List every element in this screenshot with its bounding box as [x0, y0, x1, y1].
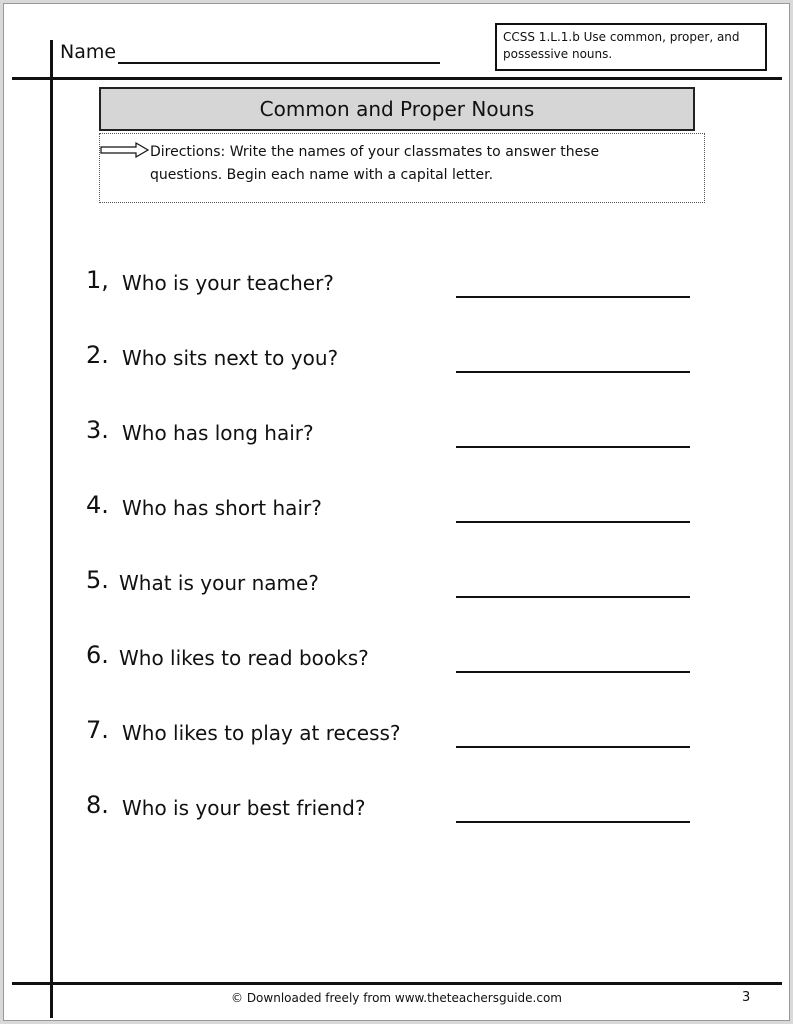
- question-5: [86, 566, 686, 606]
- answer-line[interactable]: [456, 371, 690, 373]
- question-text: Who has long hair?: [122, 421, 314, 445]
- page-number: 3: [742, 990, 751, 1005]
- question-4: [86, 491, 686, 531]
- standard-box: [495, 23, 767, 71]
- standard-line-2: possessive nouns.: [503, 47, 613, 61]
- worksheet-title: Common and Proper Nouns: [99, 87, 695, 131]
- question-number: 1,: [86, 266, 109, 294]
- directions-line-1: Directions: Write the names of your classmates to answer these: [150, 144, 600, 160]
- question-text: What is your name?: [119, 571, 319, 595]
- question-text: Who has short hair?: [122, 496, 322, 520]
- answer-line[interactable]: [456, 521, 690, 523]
- header-rule: [12, 77, 782, 80]
- question-text: Who is your teacher?: [122, 271, 334, 295]
- margin-line: [50, 40, 53, 1018]
- name-label: Name: [60, 41, 117, 63]
- answer-line[interactable]: [456, 746, 690, 748]
- question-3: [86, 416, 686, 456]
- question-number: 8.: [86, 791, 109, 819]
- question-8: [86, 791, 686, 831]
- footer-rule: [12, 982, 782, 985]
- directions-text: [150, 141, 670, 187]
- answer-line[interactable]: [456, 821, 690, 823]
- question-number: 3.: [86, 416, 109, 444]
- answer-line[interactable]: [456, 671, 690, 673]
- question-2: [86, 341, 686, 381]
- question-number: 4.: [86, 491, 109, 519]
- question-number: 6.: [86, 641, 109, 669]
- question-number: 5.: [86, 566, 109, 594]
- question-6: [86, 641, 686, 681]
- answer-line[interactable]: [456, 446, 690, 448]
- question-text: Who is your best friend?: [122, 796, 366, 820]
- answer-line[interactable]: [456, 596, 690, 598]
- worksheet-page: [3, 3, 790, 1021]
- arrow-right-outline-icon: [100, 141, 150, 159]
- answer-line[interactable]: [456, 296, 690, 298]
- question-text: Who likes to play at recess?: [122, 721, 401, 745]
- standard-line-1: CCSS 1.L.1.b Use common, proper, and: [503, 30, 740, 44]
- question-1: [86, 266, 686, 306]
- question-number: 7.: [86, 716, 109, 744]
- question-number: 2.: [86, 341, 109, 369]
- footer-credit: © Downloaded freely from www.theteachersguide.com: [231, 991, 562, 1005]
- question-text: Who likes to read books?: [119, 646, 369, 670]
- question-7: [86, 716, 686, 756]
- question-text: Who sits next to you?: [122, 346, 339, 370]
- directions-line-2: questions. Begin each name with a capital letter.: [150, 167, 494, 183]
- name-blank-line: [118, 62, 440, 64]
